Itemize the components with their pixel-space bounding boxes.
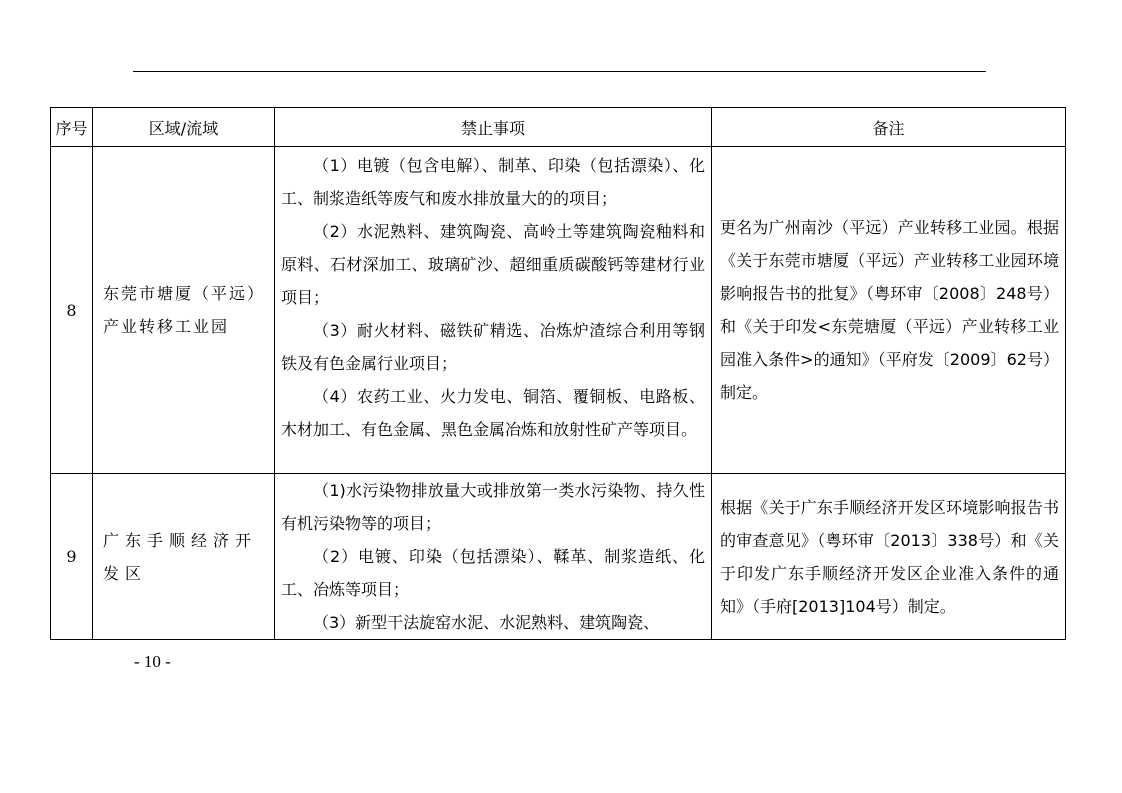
- ban-item: （2）水泥熟料、建筑陶瓷、高岭土等建筑陶瓷釉料和原料、石材深加工、玻璃矿沙、超细重质碳酸钙等建材行业项目；: [281, 222, 705, 307]
- ban-item: （3）新型干法旋窑水泥、水泥熟料、建筑陶瓷、: [313, 613, 660, 632]
- row-number: 9: [51, 474, 93, 640]
- row-ban-cell: [275, 147, 712, 474]
- row-note: 更名为广州南沙（平远）产业转移工业园。根据《关于东莞市塘厦（平远）产业转移工业园环境影响报告书的批复》（粤环审〔2008〕248号）和《关于印发<东莞塘厦（平远）产业转移工业园准入条件>的通知》（平府发〔2009〕62号）制定。: [712, 147, 1066, 474]
- ban-item: （1)水污染物排放量大或排放第一类水污染物、持久性有机污染物等的项目；: [281, 481, 705, 533]
- row-note: 根据《关于广东手顺经济开发区环境影响报告书的审查意见》（粤环审〔2013〕338号）和《关于印发广东手顺经济开发区企业准入条件的通知》（手府[2013]104号）制定。: [712, 474, 1066, 640]
- prohibition-table: [50, 107, 1066, 640]
- header-ban: 禁止事项: [275, 108, 712, 147]
- ban-item: （2）电镀、印染（包括漂染）、鞣革、制浆造纸、化工、冶炼等项目；: [281, 547, 705, 599]
- row-area: 广东手顺经济开发区: [93, 474, 275, 640]
- row-ban-cell: [275, 474, 712, 640]
- header-rule: [133, 71, 986, 72]
- table-row: [51, 147, 1066, 474]
- table-row: [51, 474, 1066, 640]
- header-note: 备注: [712, 108, 1066, 147]
- row-number: 8: [51, 147, 93, 474]
- ban-item: （1）电镀（包含电解）、制革、印染（包括漂染）、化工、制浆造纸等废气和废水排放量大的的项目；: [281, 156, 705, 208]
- page-number: - 10 -: [134, 652, 171, 671]
- ban-item: （3）耐火材料、磁铁矿精选、冶炼炉渣综合利用等钢铁及有色金属行业项目；: [281, 321, 705, 373]
- header-area: 区域/流域: [93, 108, 275, 147]
- row-area: 东莞市塘厦（平远）产业转移工业园: [93, 147, 275, 474]
- ban-item: （4）农药工业、火力发电、铜箔、覆铜板、电路板、木材加工、有色金属、黑色金属冶炼和放射性矿产等项目。: [281, 387, 705, 439]
- header-no: 序号: [51, 108, 93, 147]
- table-header-row: [51, 108, 1066, 147]
